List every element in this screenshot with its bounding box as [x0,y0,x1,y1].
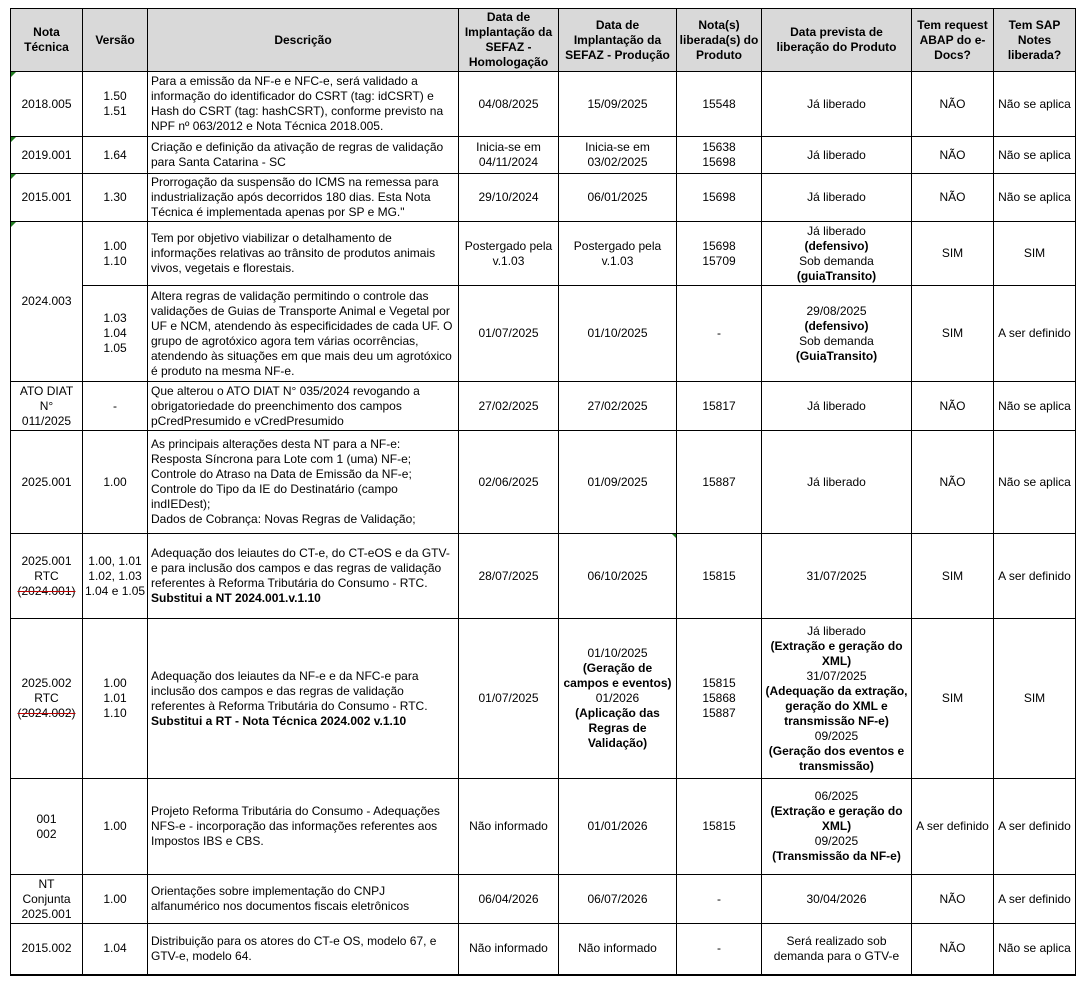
notas-cell: 15815 [677,779,762,875]
nota-line: NT [38,876,55,891]
versao-line: 1.00 [103,238,127,253]
producao-cell: 06/01/2025 [559,174,677,222]
prevista-cell: Já liberado [762,431,912,534]
table-row [11,619,1076,779]
nota-line: 001 [36,811,57,826]
notas-cell: - [677,924,762,975]
producao-cell: 06/07/2026 [559,875,677,924]
versao-line: 1.02, 1.03 [88,568,142,583]
nota-number: 15868 [702,691,736,705]
abap-cell: A ser definido [912,779,994,875]
homologacao-cell: 04/08/2025 [459,72,559,137]
abap-cell: NÃO [912,875,994,924]
descricao-line: Controle do Tipo da IE do Destinatário (campo indIEDest); [151,482,398,511]
nota-line: ATO DIAT [19,383,74,398]
header-request-abap: Tem request ABAP do e-Docs? [912,9,994,72]
prevista-line: 29/08/2025 [806,303,867,318]
nota-cell: 2015.001 [11,174,83,222]
notas-cell: - [677,875,762,924]
prevista-line: 09/2025 [814,728,859,743]
abap-cell: SIM [912,534,994,619]
nota-line: 002 [36,826,57,841]
descricao-cell: Prorrogação da suspensão do ICMS na remessa para industrialização após decorridos 180 dias. Esta Nota Técnica é implementada apenas por SP e MG." [148,174,459,222]
sap-cell: SIM [994,222,1076,286]
table-row [11,534,1076,619]
abap-cell: NÃO [912,382,994,431]
prevista-cell: Já liberado [762,174,912,222]
versao-cell: 1.64 [83,137,148,174]
descricao-cell: Distribuição para os atores do CT-e OS, modelo 67, e GTV-e, modelo 64. [148,924,459,975]
homologacao-cell: 01/07/2025 [459,286,559,382]
producao-cell: 01/10/2025 [559,286,677,382]
notas-cell: 15887 [677,431,762,534]
producao-cell: 15/09/2025 [559,72,677,137]
prevista-line: (GuiaTransito) [795,348,878,363]
nota-cell [11,534,83,619]
sap-cell: A ser definido [994,534,1076,619]
versao-line: 1.00 [103,676,127,690]
versao-cell [83,222,148,286]
homologacao-cell: Não informado [459,779,559,875]
descricao-cell [148,619,459,779]
nt-table-container [10,8,1076,976]
nota-cell: 2024.003 [11,222,83,382]
versao-line: 1.00, 1.01 [88,553,142,568]
prevista-line: (Geração dos eventos e transmissão) [768,743,905,773]
nota-line: 2025.001 [21,906,72,921]
producao-cell: Inicia-se em 03/02/2025 [559,137,677,174]
versao-line: 1.04 e 1.05 [85,583,146,598]
producao-line: 01/10/2025 [587,646,648,660]
producao-cell: 06/10/2025 [559,534,677,619]
producao-cell [559,619,677,779]
abap-cell: SIM [912,286,994,382]
producao-line: (Geração de campos e eventos) [563,661,672,690]
prevista-cell: 31/07/2025 [762,534,912,619]
nota-number: 15698 [702,238,736,253]
versao-cell [83,619,148,779]
sap-cell: A ser definido [994,286,1076,382]
versao-line: 1.04 [103,326,127,340]
nota-number: 15698 [702,155,736,169]
versao-cell: 1.00 [83,431,148,534]
prevista-line: (defensivo) [804,238,869,253]
prevista-line: (Transmissão da NF-e) [772,849,901,863]
notas-cell: - [677,286,762,382]
prevista-line: 31/07/2025 [806,668,867,683]
descricao-cell [148,431,459,534]
header-producao: Data de Implantação da SEFAZ - Produção [559,9,677,72]
versao-line: 1.05 [103,341,127,355]
table-row [11,875,1076,924]
producao-cell: 01/01/2026 [559,779,677,875]
versao-line: 1.51 [103,104,127,118]
versao-cell: 1.00 [83,779,148,875]
notas-cell: 15817 [677,382,762,431]
producao-cell: 27/02/2025 [559,382,677,431]
homologacao-cell: Postergado pela v.1.03 [459,222,559,286]
prevista-line: (defensivo) [804,318,869,333]
header-homologacao: Data de Implantação da SEFAZ - Homologação [459,9,559,72]
notas-cell: 15698 [677,174,762,222]
sap-cell: Não se aplica [994,924,1076,975]
nota-cell: 2025.001 [11,431,83,534]
prevista-line: (Adequação da extração, geração do XML e transmissão NF-e) [765,683,908,728]
nota-cell [11,779,83,875]
descricao-bold: Substitui a NT 2024.001.v.1.10 [151,591,321,605]
abap-cell: SIM [912,222,994,286]
descricao-bold: Substitui a RT - Nota Técnica 2024.002 v.1.10 [151,713,407,728]
nota-line: RTC [34,691,59,705]
versao-cell [83,72,148,137]
homologacao-cell: Inicia-se em 04/11/2024 [459,137,559,174]
descricao-cell: Que alterou o ATO DIAT N° 035/2024 revogando a obrigatoriedade do preenchimento dos campos pCredPresumido e vCredPresumido [148,382,459,431]
header-notas-liberadas: Nota(s) liberada(s) do Produto [677,9,762,72]
notas-cell [677,619,762,779]
nota-struck-line: (2024.001) [17,583,76,598]
versao-cell: 1.00 [83,875,148,924]
prevista-cell [762,286,912,382]
prevista-cell: Já liberado [762,72,912,137]
descricao-cell: Orientações sobre implementação do CNPJ alfanumérico nos documentos fiscais eletrônicos [148,875,459,924]
abap-cell: NÃO [912,72,994,137]
prevista-line: Sob demanda [799,253,874,268]
versao-line: 1.03 [103,311,127,325]
nota-cell: 2019.001 [11,137,83,174]
nota-number: 15887 [702,706,736,720]
sap-cell: A ser definido [994,779,1076,875]
prevista-cell [762,779,912,875]
notas-cell [677,222,762,286]
versao-line: 1.01 [103,691,127,705]
nota-cell [11,382,83,431]
versao-cell [83,286,148,382]
notas-cell: 15548 [677,72,762,137]
table-row [11,286,1076,382]
versao-cell: 1.30 [83,174,148,222]
nota-number: 15815 [702,676,736,690]
producao-cell: 01/09/2025 [559,431,677,534]
homologacao-cell: 28/07/2025 [459,534,559,619]
descricao-cell: Altera regras de validação permitindo o controle das validações de Guias de Transporte Animal e Vegetal por UF e NCM, atendendo às especificidades de cada UF. O grupo de agrotóxico agora tem várias ocorrências, atendendo às situações em que mais deu um agrotóxico é produto na mesma NF-e. [148,286,459,382]
nota-number: 15709 [702,253,736,268]
nota-struck-line: (2024.002) [17,706,76,720]
versao-line: 1.10 [103,706,127,720]
prevista-cell: Já liberado [762,382,912,431]
sap-cell: Não se aplica [994,174,1076,222]
homologacao-cell: Não informado [459,924,559,975]
descricao-line: Controle do Atraso na Data de Emissão da NF-e; [151,467,412,481]
prevista-line: Sob demanda [799,333,874,348]
descricao-text: Adequação dos leiautes do CT-e, do CT-eOS e da GTV-e para inclusão dos campos e das regras de validação referentes à Reforma Tributária do Consumo - RTC. [151,546,450,590]
producao-cell: Não informado [559,924,677,975]
notas-cell: 15815 [677,534,762,619]
descricao-cell: Projeto Reforma Tributária do Consumo - Adequações NFS-e - incorporação das informações referentes aos Impostos IBS e CBS. [148,779,459,875]
table-row [11,924,1076,975]
descricao-cell: Criação e definição da ativação de regras de validação para Santa Catarina - SC [148,137,459,174]
header-descricao: Descrição [148,9,459,72]
abap-cell: SIM [912,619,994,779]
descricao-line: Resposta Síncrona para Lote com 1 (uma) NF-e; [151,452,412,466]
abap-cell: NÃO [912,174,994,222]
homologacao-cell: 01/07/2025 [459,619,559,779]
header-row [11,9,1076,72]
versao-cell [83,534,148,619]
sap-cell: A ser definido [994,875,1076,924]
producao-line: (Aplicação das Regras de Validação) [575,706,660,750]
prevista-line: 06/2025 [814,789,859,803]
prevista-line: Já liberado [807,223,866,238]
nota-line: 011/2025 [21,413,72,428]
sap-cell: SIM [994,619,1076,779]
nota-cell: 2015.002 [11,924,83,975]
header-versao: Versão [83,9,148,72]
table-row [11,222,1076,286]
notas-cell [677,137,762,174]
nota-cell [11,619,83,779]
descricao-cell [148,534,459,619]
homologacao-cell: 29/10/2024 [459,174,559,222]
prevista-cell: Já liberado [762,137,912,174]
sap-cell: Não se aplica [994,137,1076,174]
prevista-cell: 30/04/2026 [762,875,912,924]
producao-line: 01/2026 [595,691,640,705]
nota-cell [11,875,83,924]
producao-cell: Postergado pela v.1.03 [559,222,677,286]
sap-cell: Não se aplica [994,72,1076,137]
versao-line: 1.10 [103,253,127,268]
table-row [11,174,1076,222]
versao-cell: - [83,382,148,431]
prevista-line: Já liberado [807,623,866,638]
prevista-line: (Extração e geração do XML) [770,638,903,668]
descricao-text: Adequação dos leiautes da NF-e e da NFC-e para inclusão dos campos e das regras de validação referentes à Reforma Tributária do Consumo - RTC. [151,668,428,713]
nota-line: 2025.002 [21,676,72,690]
descricao-line: As principais alterações desta NT para a NF-e: [151,437,401,451]
descricao-line: Dados de Cobrança: Novas Regras de Validação; [151,512,416,526]
descricao-cell: Para a emissão da NF-e e NFC-e, será validado a informação do identificador do CSRT (tag: idCSRT) e Hash do CSRT (tag: hashCSRT), conforme previsto na NPF nº 063/2012 e Nota Técnica 2018.005. [148,72,459,137]
versao-line: 1.50 [103,89,127,103]
nota-number: 15638 [702,140,736,154]
abap-cell: NÃO [912,431,994,534]
nota-line: 2025.001 [21,553,72,568]
nota-line: RTC [34,568,59,583]
table-row [11,382,1076,431]
nota-cell: 2018.005 [11,72,83,137]
prevista-cell [762,619,912,779]
table-row [11,779,1076,875]
homologacao-cell: 02/06/2025 [459,431,559,534]
nota-line: N° [39,398,54,413]
nota-line: Conjunta [22,891,71,906]
prevista-line: 09/2025 [814,834,859,848]
table-row [11,431,1076,534]
abap-cell: NÃO [912,137,994,174]
header-sap-notes: Tem SAP Notes liberada? [994,9,1076,72]
header-nota: Nota Técnica [11,9,83,72]
homologacao-cell: 06/04/2026 [459,875,559,924]
prevista-cell [762,222,912,286]
table-row [11,72,1076,137]
header-data-prevista: Data prevista de liberação do Produto [762,9,912,72]
sap-cell: Não se aplica [994,431,1076,534]
prevista-line: (Extração e geração do XML) [770,804,903,833]
homologacao-cell: 27/02/2025 [459,382,559,431]
prevista-line: (guiaTransito) [796,268,877,283]
nt-table [10,8,1076,976]
sap-cell: Não se aplica [994,382,1076,431]
table-row [11,137,1076,174]
descricao-cell: Tem por objetivo viabilizar o detalhamento de informações relativas ao trânsito de produtos animais vivos, vegetais e florestais. [148,222,459,286]
abap-cell: NÃO [912,924,994,975]
prevista-cell: Será realizado sob demanda para o GTV-e [762,924,912,975]
versao-cell: 1.04 [83,924,148,975]
